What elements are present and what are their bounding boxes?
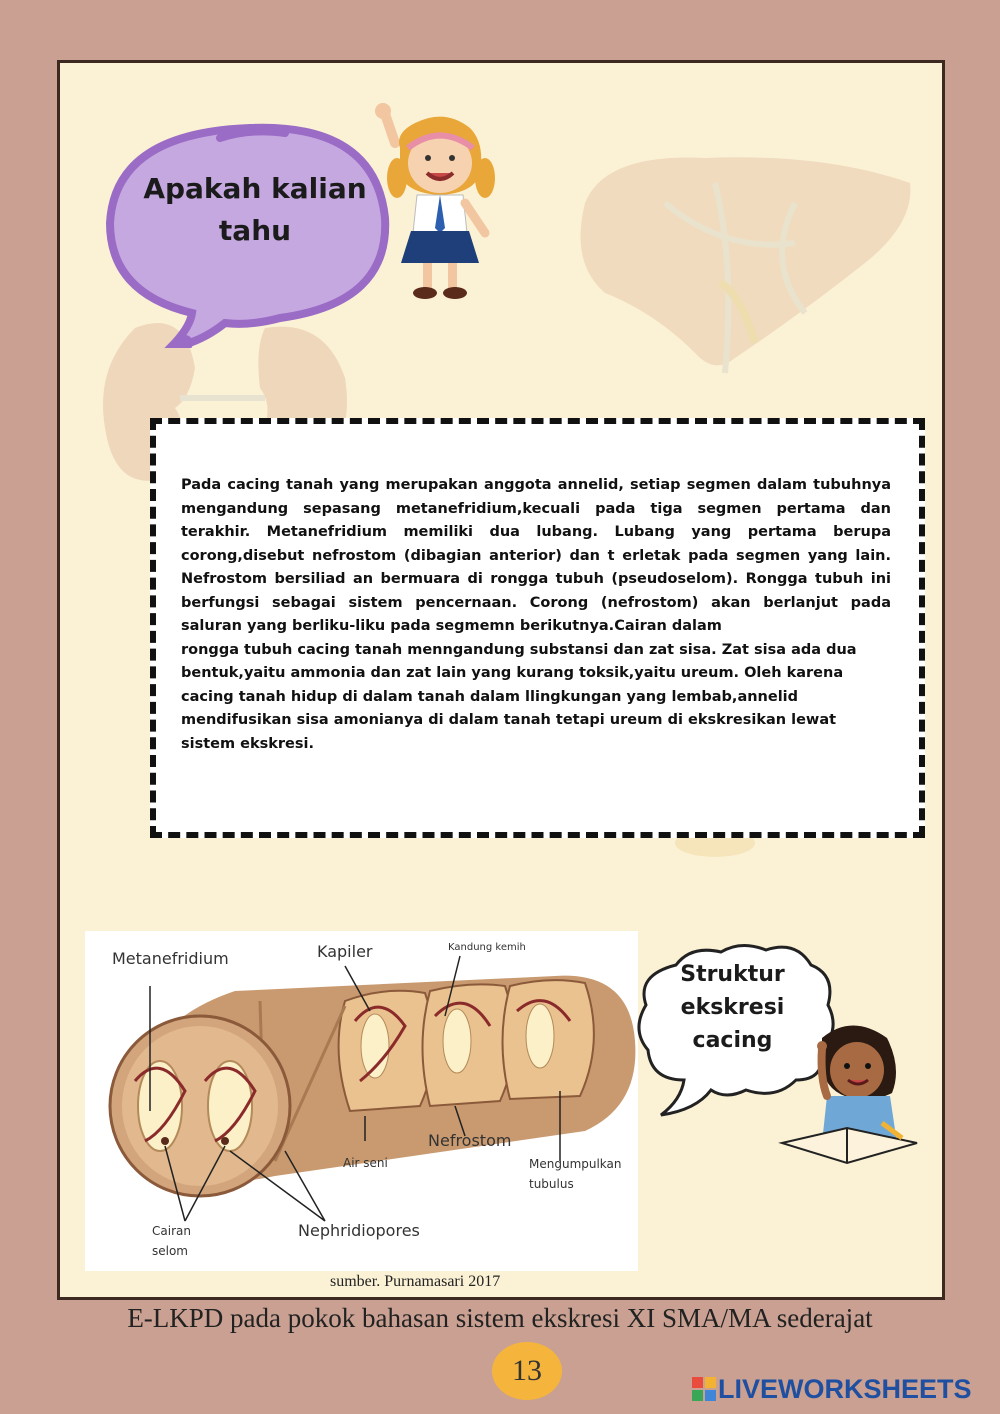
liver-illustration [565,143,920,378]
bubble-line-2: tahu [218,214,292,247]
label-tubulus: tubulus [529,1177,574,1191]
label-metanefridium: Metanefridium [112,949,229,968]
label-kandung-kemih: Kandung kemih [448,942,526,953]
bubble-white-line-2: ekskresi [680,995,785,1020]
bubble-question [130,168,380,252]
label-cairan: Cairan [152,1224,191,1238]
label-selom: selom [152,1244,188,1258]
info-text [181,474,891,756]
info-paragraph-2: rongga tubuh cacing tanah menngandung substansi dan zat sisa. Zat sisa ada dua bentuk,yaitu ammonia dan zat lain yang kurang toksik,yaitu ureum. Oleh karena cacing tanah hidup di dalam tanah dalam llingkungan yang lembab,annelid mendifusikan sisa amonianya di dalam tanah tetapi ureum di ekskresikan lewat sistem ekskresi. [181,641,857,752]
bubble-line-1: Apakah kalian [143,172,367,205]
label-air-seni: Air seni [343,1156,388,1170]
student-character-illustration [772,1018,922,1168]
label-nefrostom: Nefrostom [428,1131,512,1150]
info-paragraph-1: Pada cacing tanah yang merupakan anggota annelid, setiap segmen dalam tubuhnya mengandung sepasang metanefridium,kecuali pada tiga segmen pertama dan terakhir. Metanefridium memiliki dua lubang. Lubang yang pertama berupa corong,disebut nefrostom (dibagian anterior) dan t erletak pada segmen yang lain. Nefrostom bersiliad an bermuara di rongga tubuh (pseudoselom). Rongga tubuh ini berfungsi sebagai sistem pencernaan. Corong (nefrostom) akan berlanjut pada saluran yang berliku-liku pada segmemn berikutnya.Cairan dalam [181,477,891,634]
label-mengumpulkan: Mengumpulkan [529,1157,622,1171]
diagram-caption: sumber. Purnamasari 2017 [330,1273,501,1290]
liveworksheets-logo-icon [692,1377,716,1401]
earthworm-diagram [85,931,638,1271]
label-kapiler: Kapiler [317,942,373,961]
liveworksheets-wordmark: LIVEWORKSHEETS [718,1374,972,1404]
footer-title: E-LKPD pada pokok bahasan sistem ekskresi XI SMA/MA sederajat [127,1303,873,1333]
earthworm-segments-illustration [85,931,638,1271]
info-box [150,418,925,838]
bubble-white-line-3: cacing [692,1028,773,1053]
bubble-white-line-1: Struktur [680,962,785,987]
label-nephridiopores: Nephridiopores [298,1221,420,1240]
page-number-badge: 13 [492,1342,562,1400]
girl-character-illustration [375,103,510,303]
worksheet-page [57,60,945,1300]
